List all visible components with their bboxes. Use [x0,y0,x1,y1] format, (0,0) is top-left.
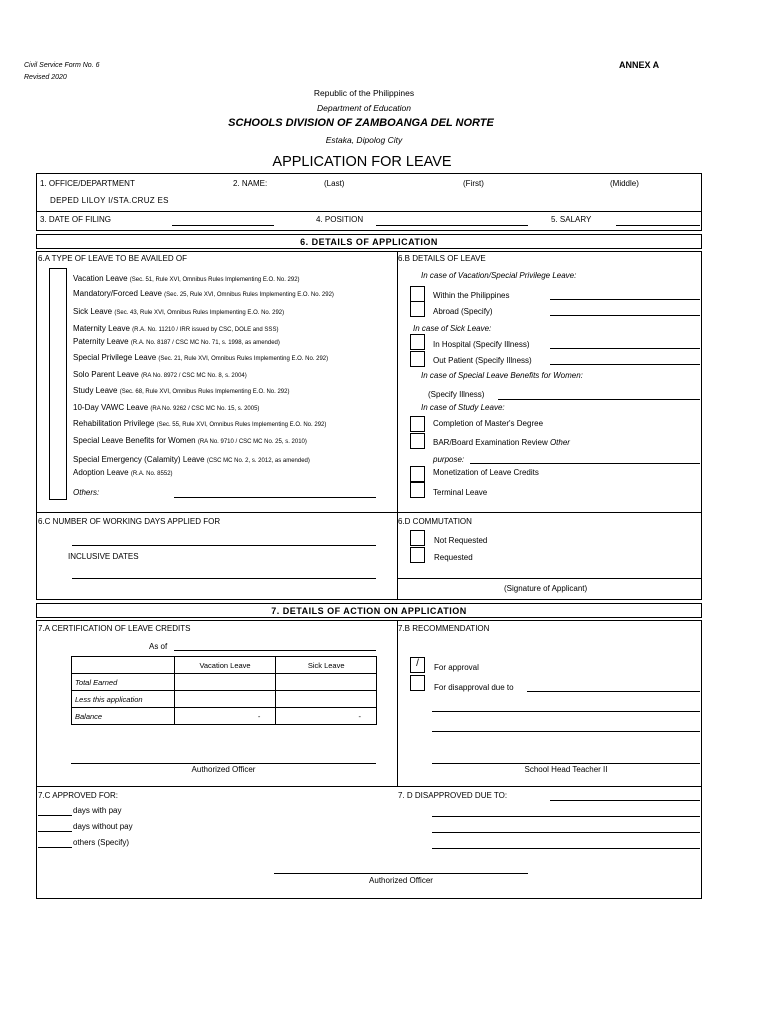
leave-type-adoption[interactable]: Adoption Leave (R.A. No. 8552) [73,468,173,477]
approving-officer-signature-line[interactable] [274,873,528,874]
as-of-field[interactable] [174,650,376,651]
row-label-balance: Balance [72,708,175,725]
leave-type-vawc[interactable]: 10-Day VAWC Leave (RA No. 9262 / CSC MC No. 15, s. 2005) [73,403,260,412]
last-name-label: (Last) [324,179,345,188]
row-label-total-earned: Total Earned [72,674,175,691]
requested-checkbox[interactable] [410,547,425,563]
leave-type-solo-parent[interactable]: Solo Parent Leave (RA No. 8972 / CSC MC No. 8, s. 2004) [73,370,247,379]
study-leave-note: In case of Study Leave: [421,403,505,412]
department-line: Department of Education [316,103,412,113]
disapproved-reason-field-4[interactable] [432,848,700,849]
school-head-signature-line[interactable] [432,763,700,764]
purpose-field[interactable] [470,463,700,464]
section7c-title: 7.C APPROVED FOR: [38,791,119,800]
women-benefits-note: In case of Special Leave Benefits for Women: [421,371,583,380]
requested-label: Requested [434,553,473,562]
section6c-title: 6.C NUMBER OF WORKING DAYS APPLIED FOR [38,517,221,526]
approving-officer-label: Authorized Officer [369,876,433,885]
leave-reference: (R.A. No. 8552) [130,471,173,477]
days-with-pay-label: days with pay [73,806,122,815]
monetization-checkbox[interactable] [410,466,425,482]
divider [397,620,398,786]
leave-type-special-privilege[interactable]: Special Privilege Leave (Sec. 21, Rule XVI, Omnibus Rules Implementing E.O. No. 292) [73,353,329,362]
leave-type-study[interactable]: Study Leave (Sec. 68, Rule XVI, Omnibus Rules Implementing E.O. No. 292) [73,386,290,395]
leave-type-women-benefits[interactable]: Special Leave Benefits for Women (RA No. 9710 / CSC MC No. 25, s. 2010) [73,436,307,445]
section7b-title: 7.B RECOMMENDATION [398,624,490,633]
section7a-title: 7.A CERTIFICATION OF LEAVE CREDITS [38,624,191,633]
leave-type-sick[interactable]: Sick Leave (Sec. 43, Rule XVI, Omnibus Rules Implementing E.O. No. 292) [73,307,285,316]
disapproved-reason-field-1[interactable] [550,800,700,801]
days-without-pay-label: days without pay [73,822,133,831]
section7d-title: 7. D DISAPPROVED DUE TO: [398,791,508,800]
bar-review-label: BAR/Board Examination Review Other [433,438,570,447]
divider [397,251,398,600]
form-number: Civil Service Form No. 6 [24,62,100,69]
in-hospital-label: In Hospital (Specify Illness) [433,340,530,349]
abroad-label: Abroad (Specify) [433,307,493,316]
disapproval-reason-field-2[interactable] [432,711,700,712]
table-header-row [72,657,377,674]
school-head-label: School Head Teacher II [524,765,608,774]
masters-degree-label: Completion of Master's Degree [433,419,544,428]
out-patient-checkbox[interactable] [410,351,425,367]
in-hospital-checkbox[interactable] [410,334,425,350]
days-without-pay-field[interactable] [38,831,72,832]
certifying-officer-label: Authorized Officer [191,765,256,774]
filing-date-label: 3. DATE OF FILING [40,215,111,224]
office-value[interactable]: DEPED LILOY I/STA.CRUZ ES [50,196,169,205]
applicant-signature-line[interactable] [398,578,702,579]
leave-type-maternity[interactable]: Maternity Leave (R.A. No. 11210 / IRR issued by CSC, DOLE and SSS) [73,324,279,333]
days-with-pay-field[interactable] [38,815,72,816]
specify-illness-field[interactable] [498,399,700,400]
address-line: Estaka, Dipolog City [325,135,403,145]
specify-illness-label: (Specify Illness) [428,390,485,399]
section6d-title: 6.D COMMUTATION [398,517,472,526]
leave-reference: (RA No. 8972 / CSC MC No. 8, s. 2004) [141,373,247,379]
division-line: SCHOOLS DIVISION OF ZAMBOANGA DEL NORTE [228,117,494,129]
table-row [72,691,377,708]
leave-reference: (Sec. 68, Rule XVI, Omnibus Rules Implementing E.O. No. 292) [119,389,290,395]
for-approval-label: For approval [434,663,479,672]
leave-type-calamity[interactable]: Special Emergency (Calamity) Leave (CSC MC No. 2, s. 2012, as amended) [73,455,310,464]
leave-reference: (Sec. 43, Rule XVI, Omnibus Rules Implementing E.O. No. 292) [114,310,285,316]
annex-label: ANNEX A [619,60,660,70]
others-specify-label: others (Specify) [73,838,130,847]
leave-type-rehabilitation[interactable]: Rehabilitation Privilege (Sec. 55, Rule XVI, Omnibus Rules Implementing E.O. No. 292) [73,419,327,428]
for-disapproval-checkbox[interactable] [410,675,425,691]
bar-review-checkbox[interactable] [410,433,425,449]
as-of-label: As of [149,642,168,651]
divider [36,211,702,212]
within-philippines-field[interactable] [550,299,700,300]
within-philippines-checkbox[interactable] [410,286,425,302]
first-name-label: (First) [463,179,484,188]
others-field[interactable] [174,497,376,498]
inclusive-dates-label: INCLUSIVE DATES [68,552,139,561]
leave-reference: (Sec. 55, Rule XVI, Omnibus Rules Implementing E.O. No. 292) [156,422,327,428]
leave-credits-table [71,656,377,725]
others-specify-field[interactable] [38,847,72,848]
terminal-leave-label: Terminal Leave [433,488,488,497]
leave-reference: (Sec. 21, Rule XVI, Omnibus Rules Implementing E.O. No. 292) [158,356,329,362]
applicant-signature-label: (Signature of Applicant) [504,584,588,593]
salary-label: 5. SALARY [551,215,592,224]
leave-reference: (R.A. No. 8187 / CSC MC No. 71, s. 1998, as amended) [130,340,280,346]
leave-type-checkbox-column [49,268,67,500]
middle-name-label: (Middle) [610,179,639,188]
filing-date-field[interactable] [172,225,274,226]
leave-reference: (R.A. No. 11210 / IRR issued by CSC, DOLE and SSS) [132,327,279,333]
section6-title: 6. DETAILS OF APPLICATION [300,237,438,247]
section6b-title: 6.B DETAILS OF LEAVE [398,254,486,263]
out-patient-label: Out Patient (Specify Illness) [433,356,532,365]
section7-title: 7. DETAILS OF ACTION ON APPLICATION [271,606,467,616]
total-earned-sick[interactable] [276,674,377,691]
total-earned-vacation[interactable] [174,674,276,691]
sick-leave-note: In case of Sick Leave: [413,324,492,333]
leave-type-vacation[interactable]: Vacation Leave (Sec. 51, Rule XVI, Omnibus Rules Implementing E.O. No. 292) [73,274,300,283]
table-corner-cell [72,657,175,674]
inclusive-dates-field[interactable] [72,578,376,579]
leave-reference: (RA No. 9710 / CSC MC No. 25, s. 2010) [197,439,307,445]
table-row [72,674,377,691]
for-disapproval-label: For disapproval due to [434,683,514,692]
masters-degree-checkbox[interactable] [410,416,425,432]
terminal-leave-checkbox[interactable] [410,482,425,498]
not-requested-checkbox[interactable] [410,530,425,546]
section6a-title: 6.A TYPE OF LEAVE TO BE AVAILED OF [38,254,187,263]
position-label: 4. POSITION [316,215,364,224]
for-approval-checkbox[interactable]: / [410,657,425,673]
page-title: APPLICATION FOR LEAVE [272,154,452,170]
leave-reference: (Sec. 25, Rule XVI, Omnibus Rules Implementing E.O. No. 292) [164,292,334,298]
office-label: 1. OFFICE/DEPARTMENT [40,179,135,188]
name-label: 2. NAME: [233,179,268,188]
divider [36,512,702,513]
balance-vacation[interactable]: - [174,708,276,725]
leave-reference: (CSC MC No. 2, s. 2012, as amended) [206,458,310,464]
leave-type-paternity[interactable]: Paternity Leave (R.A. No. 8187 / CSC MC No. 71, s. 1998, as amended) [73,337,280,346]
divider [36,786,702,787]
leave-reference: (Sec. 51, Rule XVI, Omnibus Rules Implementing E.O. No. 292) [129,277,300,283]
salary-field[interactable] [616,225,700,226]
vacation-note: In case of Vacation/Special Privilege Leave: [421,271,577,280]
certifying-officer-signature-line[interactable] [71,763,376,764]
abroad-field[interactable] [550,315,700,316]
row-label-less-application: Less this application [72,691,175,708]
table-row [72,708,377,725]
within-philippines-label: Within the Philippines [433,291,510,300]
purpose-label: purpose: [433,455,465,464]
balance-sick[interactable]: - [276,708,377,725]
leave-type-others-label: Others: [73,488,100,497]
abroad-checkbox[interactable] [410,301,425,317]
out-patient-field[interactable] [550,364,700,365]
vacation-leave-header: Vacation Leave [174,657,276,674]
sick-leave-header: Sick Leave [276,657,377,674]
revised-date: Revised 2020 [24,74,67,81]
working-days-field[interactable] [72,545,376,546]
less-application-sick[interactable] [276,691,377,708]
position-field[interactable] [376,225,528,226]
disapproval-reason-field-3[interactable] [432,731,700,732]
leave-reference: (RA No. 9262 / CSC MC No. 15, s. 2005) [150,406,260,412]
disapproved-reason-field-2[interactable] [432,816,700,817]
not-requested-label: Not Requested [434,536,488,545]
monetization-label: Monetization of Leave Credits [433,468,539,477]
disapproved-reason-field-3[interactable] [432,832,700,833]
leave-type-mandatory[interactable]: Mandatory/Forced Leave (Sec. 25, Rule XVI, Omnibus Rules Implementing E.O. No. 292) [73,289,334,298]
disapproval-reason-field-1[interactable] [527,691,700,692]
less-application-vacation[interactable] [174,691,276,708]
republic-line: Republic of the Philippines [313,88,415,98]
in-hospital-field[interactable] [550,348,700,349]
